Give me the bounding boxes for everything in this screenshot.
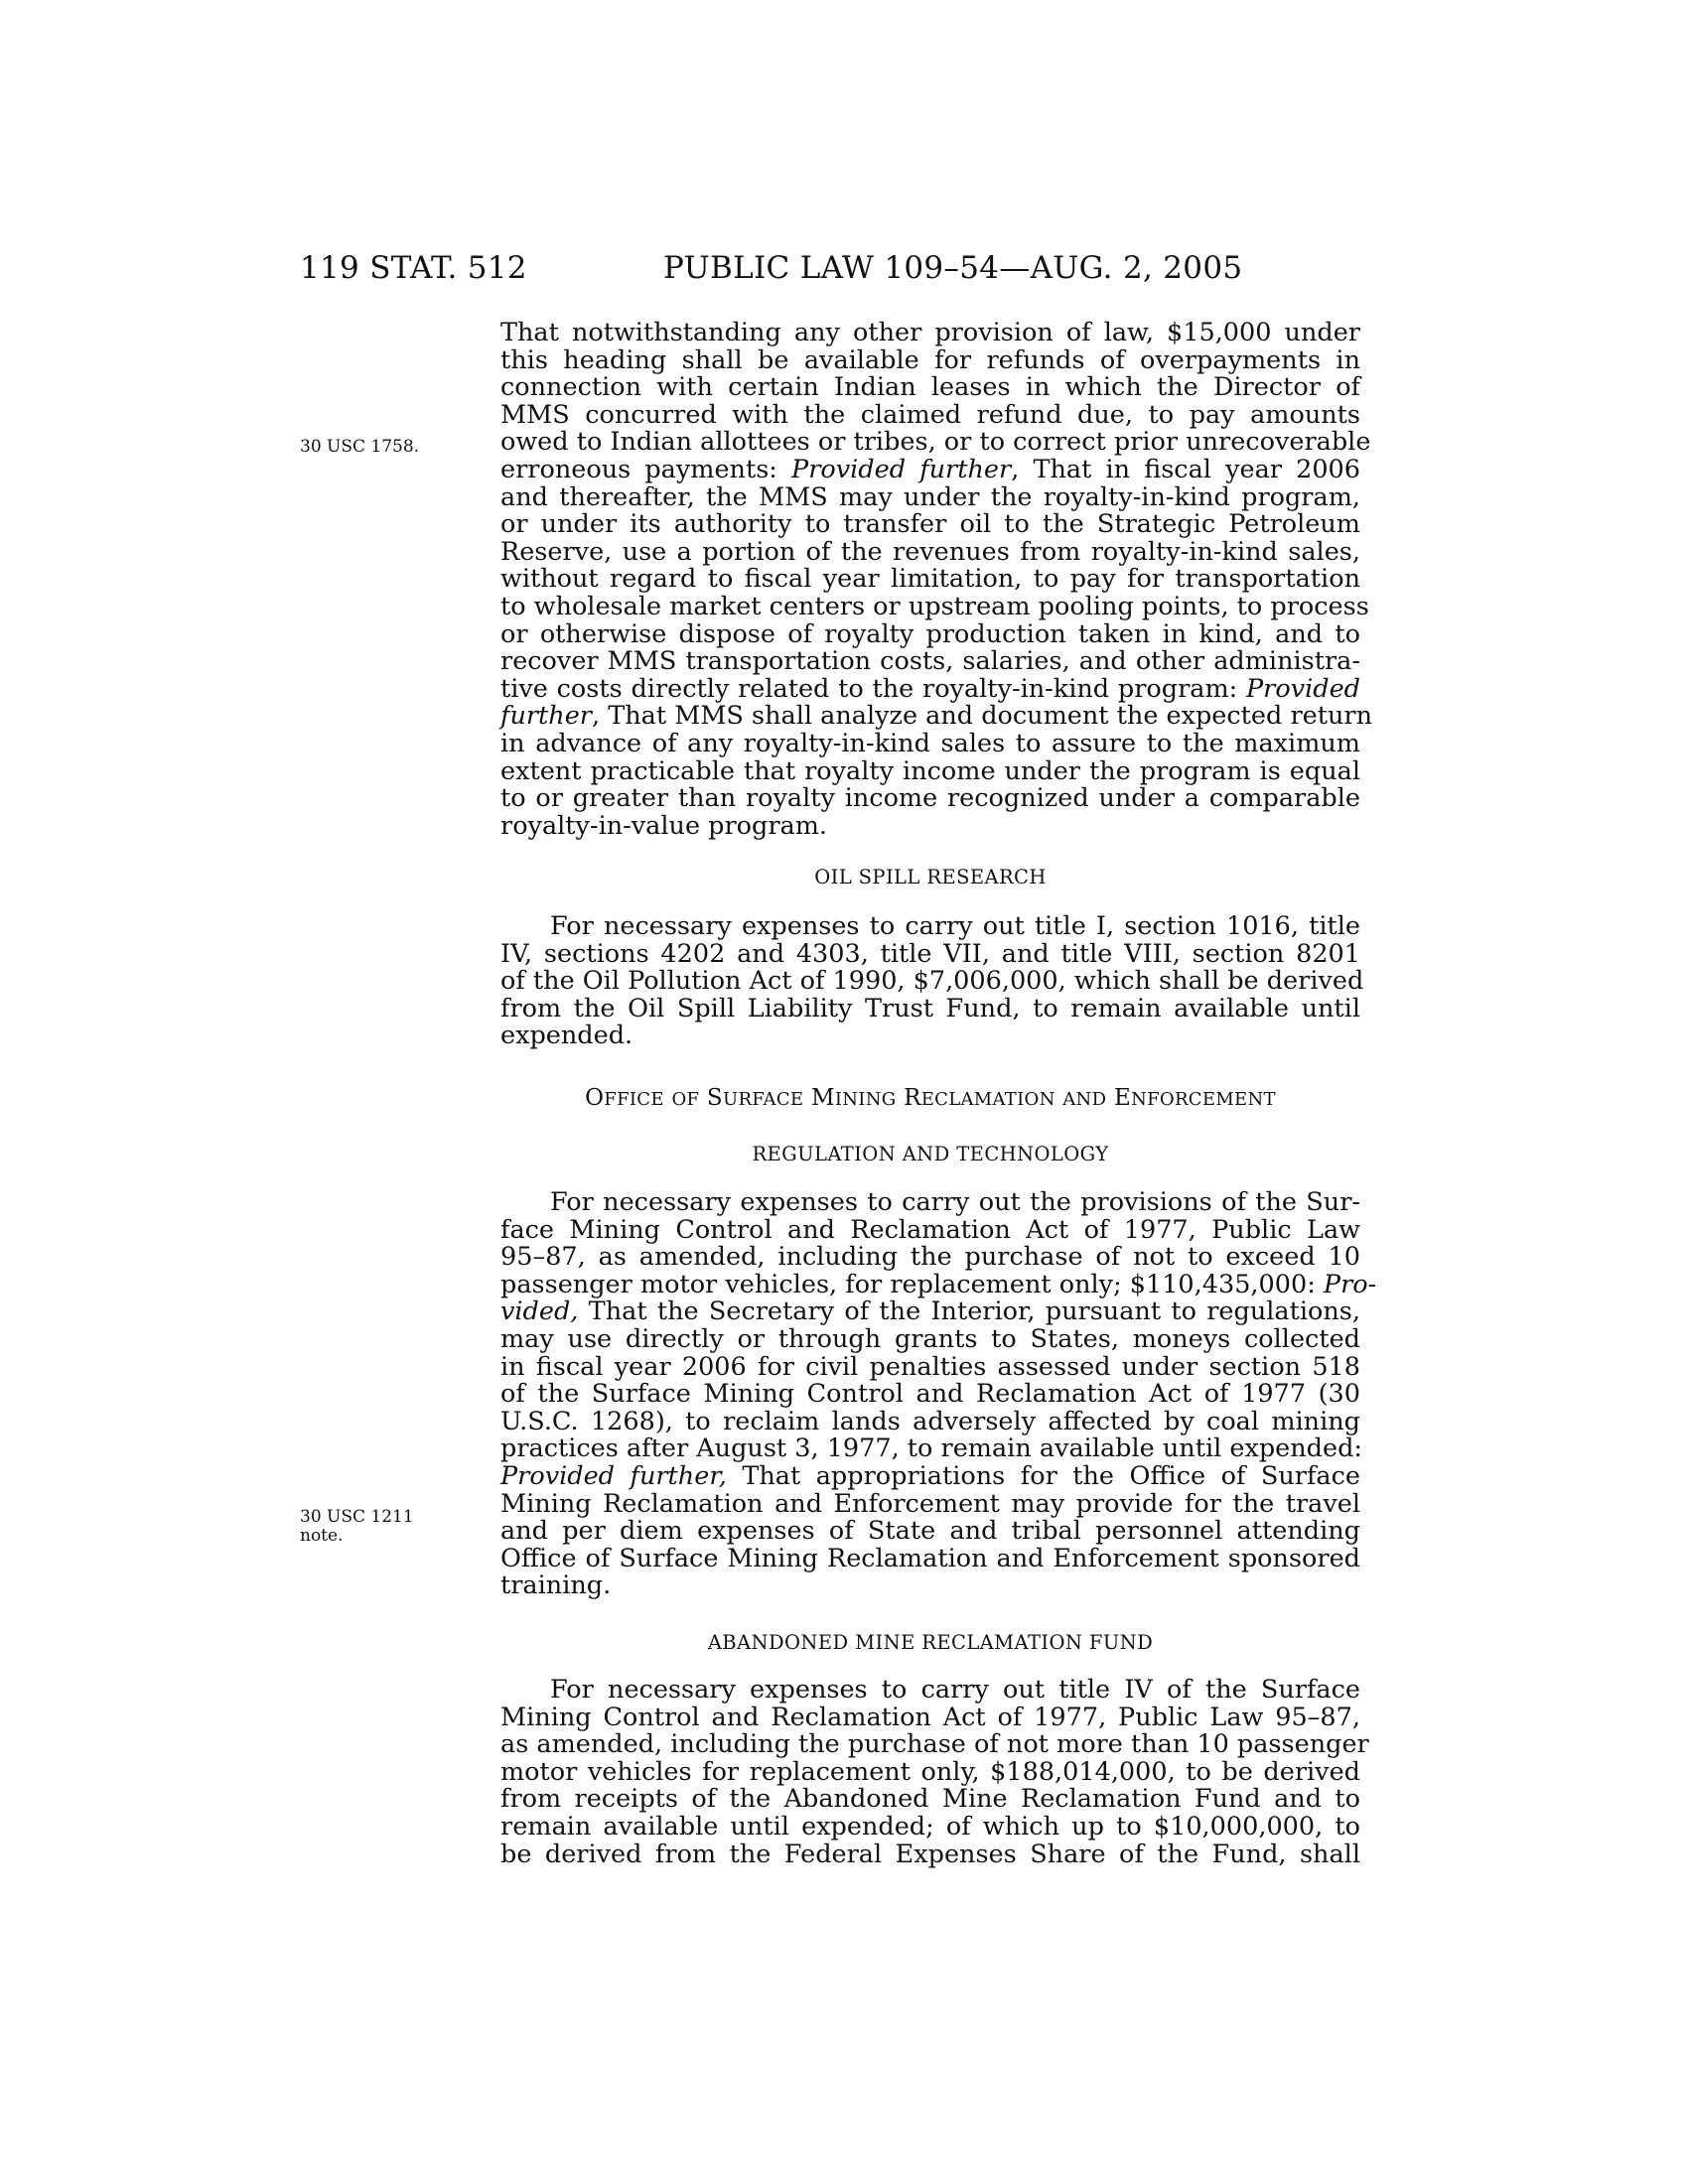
text-line xyxy=(500,1460,1360,1491)
text-line: extent practicable that royalty income under the program is equal xyxy=(500,755,1360,786)
text-line: to or greater than royalty income recognized under a comparable xyxy=(500,783,1360,814)
margin-note-line: 30 USC 1211 xyxy=(300,1507,414,1527)
text-line: be derived from the Federal Expenses Share of the Fund, shall xyxy=(500,1839,1360,1869)
text-line: or otherwise dispose of royalty production taken in kind, and to xyxy=(500,618,1360,649)
margin-note-30-usc-1758: 30 USC 1758. xyxy=(300,437,420,457)
paragraph-regulation-and-technology xyxy=(500,1187,1377,1601)
text-line: IV, sections 4202 and 4303, title VII, and title VIII, section 8201 xyxy=(500,938,1360,969)
text-line: or under its authority to transfer oil to the Strategic Petroleum xyxy=(500,509,1360,540)
text-line: training. xyxy=(500,1570,612,1601)
small-caps: URFACE xyxy=(722,1089,804,1110)
text-line: For necessary expenses to carry out title IV of the Surface xyxy=(550,1675,1360,1705)
small-caps: FFICE xyxy=(604,1089,664,1110)
text-line: from the Oil Spill Liability Trust Fund, to remain available until xyxy=(500,993,1360,1024)
text-run: That the Secretary of the Interior, pursuant to regulations, xyxy=(578,1297,1360,1327)
text-line: MMS concurred with the claimed refund due, to pay amounts xyxy=(500,399,1360,430)
italic-further: further xyxy=(500,701,593,732)
italic-vided: vided, xyxy=(500,1297,579,1327)
cap-letter: M xyxy=(810,1085,835,1111)
page-stat-reference: 119 STAT. 512 xyxy=(300,250,527,286)
text-line: of the Oil Pollution Act of 1990, $7,006,000, which shall be derived xyxy=(500,966,1364,997)
text-line: in fiscal year 2006 for civil penalties assessed under section 518 xyxy=(500,1351,1360,1382)
section-heading-abandoned-mine-reclamation-fund: ABANDONED MINE RECLAMATION FUND xyxy=(707,1631,1154,1654)
margin-note-line: note. xyxy=(300,1526,344,1546)
text-line: 95–87, as amended, including the purchase of not to exceed 10 xyxy=(500,1242,1360,1273)
text-line: Mining Control and Reclamation Act of 1977, Public Law 95–87, xyxy=(500,1702,1360,1732)
italic-provided-hyphenated: Pro- xyxy=(1323,1269,1377,1299)
paragraph-abandoned-mine-reclamation-fund xyxy=(500,1675,1369,1869)
italic-provided: Provided xyxy=(1246,673,1360,704)
text-line: That notwithstanding any other provision of law, $15,000 under xyxy=(500,318,1360,347)
margin-note-30-usc-1211 xyxy=(300,1508,414,1546)
text-line: in advance of any royalty-in-kind sales to assure to the maximum xyxy=(500,728,1360,758)
text-line: and thereafter, the MMS may under the royalty-in-kind program, xyxy=(500,481,1360,512)
text-line: to wholesale market centers or upstream pooling points, to process xyxy=(500,591,1369,621)
section-heading-regulation-and-technology: REGULATION AND TECHNOLOGY xyxy=(752,1143,1109,1165)
paragraph-royalty-in-kind xyxy=(500,318,1373,841)
small-caps: OF xyxy=(671,1089,700,1110)
text-run: , That MMS shall analyze and document the expected return xyxy=(592,701,1373,732)
text-line: from receipts of the Abandoned Mine Reclamation Fund and to xyxy=(500,1784,1360,1815)
text-line: may use directly or through grants to States, moneys collected xyxy=(500,1323,1360,1354)
text-run: , That in fiscal year 2006 xyxy=(1011,454,1361,484)
small-caps: NFORCEMENT xyxy=(1131,1089,1276,1110)
text-line xyxy=(500,673,1360,704)
text-line: owed to Indian allottees or tribes, or to correct prior unrecoverable xyxy=(500,427,1371,458)
small-caps: AND xyxy=(1062,1089,1107,1110)
text-line: royalty-in-value program. xyxy=(500,810,828,841)
paragraph-oil-spill-research xyxy=(500,911,1364,1051)
text-line: Office of Surface Mining Reclamation and Enforcement sponsored xyxy=(500,1543,1360,1573)
text-line: U.S.C. 1268), to reclaim lands adversely affected by coal mining xyxy=(500,1406,1360,1436)
cap-letter: S xyxy=(706,1085,723,1111)
text-run: tive costs directly related to the royalty-in-kind program: xyxy=(500,673,1246,704)
text-line: Mining Reclamation and Enforcement may provide for the travel xyxy=(500,1488,1360,1519)
text-line: motor vehicles for replacement only, $188,014,000, to be derived xyxy=(500,1756,1360,1787)
text-line: For necessary expenses to carry out title I, section 1016, title xyxy=(550,911,1360,941)
italic-provided-further: Provided further, xyxy=(500,1460,727,1491)
small-caps: INING xyxy=(834,1089,897,1110)
text-line: as amended, including the purchase of not more than 10 passenger xyxy=(500,1729,1369,1760)
text-line: face Mining Control and Reclamation Act of 1977, Public Law xyxy=(500,1214,1360,1245)
text-line xyxy=(500,1269,1377,1299)
text-line: and per diem expenses of State and tribal personnel attending xyxy=(500,1516,1360,1547)
text-line: recover MMS transportation costs, salaries, and other administra- xyxy=(500,646,1360,677)
text-line xyxy=(500,1298,1360,1326)
italic-provided-further: Provided further xyxy=(791,454,1012,484)
section-heading-oil-spill-research: OIL SPILL RESEARCH xyxy=(814,866,1047,888)
cap-letter: E xyxy=(1113,1085,1132,1111)
text-run: passenger motor vehicles, for replacement only; $110,435,000: xyxy=(500,1269,1324,1299)
page-running-title: PUBLIC LAW 109–54—AUG. 2, 2005 xyxy=(663,250,1243,286)
small-caps: ECLAMATION xyxy=(920,1089,1055,1110)
text-line: For necessary expenses to carry out the provisions of the Sur- xyxy=(550,1187,1360,1217)
text-line: practices after August 3, 1977, to remain available until expended: xyxy=(500,1433,1363,1464)
text-line: Reserve, use a portion of the revenues from royalty-in-kind sales, xyxy=(500,536,1360,567)
text-line: this heading shall be available for refunds of overpayments in xyxy=(500,344,1360,375)
text-line: remain available until expended; of which up to $10,000,000, to xyxy=(500,1811,1360,1842)
agency-heading-office-of-surface-mining xyxy=(500,1085,1360,1111)
text-line xyxy=(500,701,1373,732)
text-line: expended. xyxy=(500,1021,633,1051)
text-run: erroneous payments: xyxy=(500,454,792,484)
text-line: connection with certain Indian leases in which the Director of xyxy=(500,372,1360,403)
text-line: of the Surface Mining Control and Reclamation Act of 1977 (30 xyxy=(500,1379,1360,1410)
cap-letter: R xyxy=(904,1085,921,1111)
text-line xyxy=(500,454,1361,484)
text-run: That appropriations for the Office of Surface xyxy=(726,1460,1360,1491)
cap-letter: O xyxy=(585,1085,605,1111)
text-line: without regard to fiscal year limitation, to pay for transportation xyxy=(500,564,1360,595)
